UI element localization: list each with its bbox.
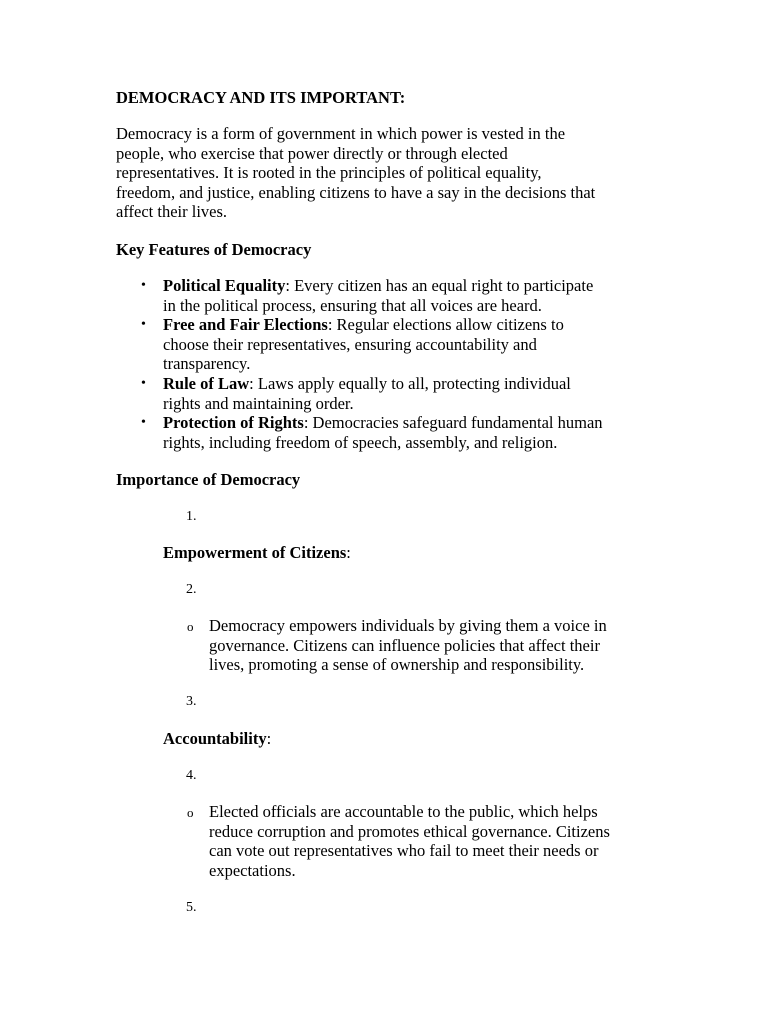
feature-text-line: rights, including freedom of speech, assembly, and religion.	[163, 432, 558, 452]
list-number: 5.	[186, 900, 197, 915]
feature-text-line: choose their representatives, ensuring accountability and	[163, 334, 537, 354]
importance-item-body: Democracy empowers individuals by giving them a voice in governance. Citizens can influence policies that affect their lives, promoting a sense of ownership and responsibility.	[209, 616, 607, 674]
feature-text-line: rights and maintaining order.	[163, 393, 354, 413]
intro-line: freedom, and justice, enabling citizens to have a say in the decisions that	[116, 182, 596, 202]
feature-text: : Regular elections allow citizens to	[327, 315, 564, 334]
feature-text: : Laws apply equally to all, protecting individual	[249, 374, 571, 393]
importance-item-heading: Empowerment of Citizens:	[163, 543, 351, 562]
bullet-icon: •	[141, 376, 146, 391]
feature-item-free-fair-elections	[163, 315, 564, 374]
importance-heading: Importance of Democracy	[116, 470, 301, 489]
feature-text: : Democracies safeguard fundamental human	[303, 413, 603, 432]
feature-term: Rule of Law	[163, 374, 250, 393]
feature-term: Political Equality	[163, 276, 286, 295]
intro-paragraph	[116, 124, 595, 222]
feature-item-protection-of-rights	[163, 413, 603, 452]
feature-text-line: in the political process, ensuring that all voices are heard.	[163, 295, 542, 315]
feature-text-line: transparency.	[163, 354, 251, 373]
importance-item-body: Elected officials are accountable to the public, which helps reduce corruption and promotes ethical governance. Citizens can vote out representatives who fail to meet their needs or expectations.	[209, 802, 610, 880]
importance-item-heading: Accountability:	[163, 729, 272, 748]
bullet-icon: •	[141, 415, 146, 430]
list-number: 1.	[186, 509, 197, 524]
list-number: 3.	[186, 694, 197, 709]
document-title: DEMOCRACY AND ITS IMPORTANT:	[116, 88, 406, 107]
list-number: 2.	[186, 582, 197, 597]
features-heading: Key Features of Democracy	[116, 240, 312, 259]
intro-line: people, who exercise that power directly or through elected	[116, 143, 508, 163]
bullet-icon: •	[141, 278, 146, 293]
feature-item-political-equality	[163, 276, 593, 315]
bullet-icon: •	[141, 317, 146, 332]
list-number: 4.	[186, 768, 197, 783]
intro-line: Democracy is a form of government in which power is vested in the	[116, 124, 566, 143]
feature-item-rule-of-law	[163, 374, 571, 413]
intro-line: representatives. It is rooted in the principles of political equality,	[116, 163, 542, 182]
sub-bullet-icon: o	[187, 619, 194, 634]
sub-bullet-icon: o	[187, 805, 194, 820]
feature-text: : Every citizen has an equal right to participate	[285, 276, 594, 295]
intro-line: affect their lives.	[116, 202, 228, 221]
feature-term: Free and Fair Elections	[163, 315, 328, 334]
feature-term: Protection of Rights	[163, 413, 304, 432]
